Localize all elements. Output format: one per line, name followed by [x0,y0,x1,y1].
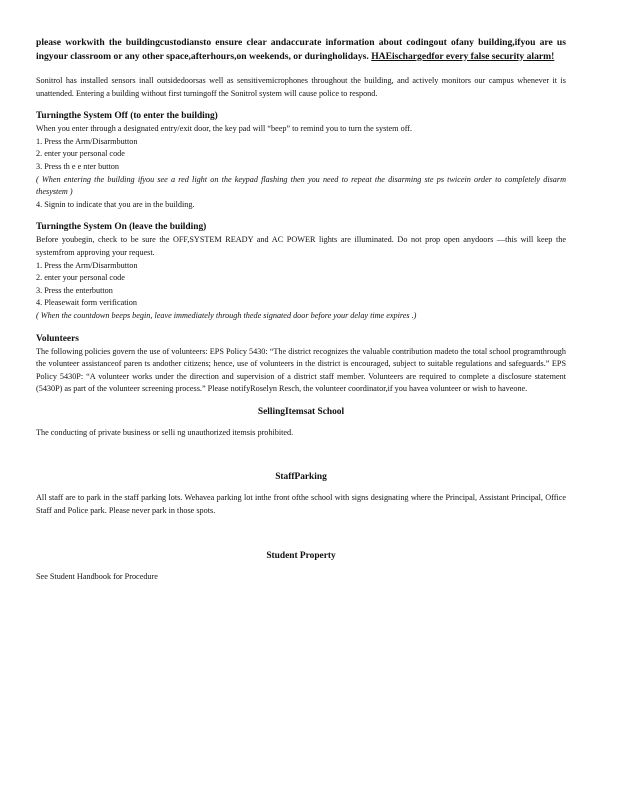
volunteers-paragraph: The following policies govern the use of volunteers: EPS Policy 5430: “The district recognizes the valuable contribution madeto the total school programthrough the volunteer assistanceof paren ts andother citizens; hence, use of volunteers in the district is encouraged, subject to suitable regulations and safeguards.” EPS Policy 5430P: “A volunteer works under the direction and supervision of a district staff member. Volunteers are required to complete a disclosure statement (5430P) as part of the volunteer screening process.” Please notifyRoselyn Resch, the volunteer coordinator,if you havea volunteer or wish to haveone. [36,346,566,394]
false-alarm-notice: HAEischargedfor every false security alarm! [371,50,555,62]
volunteers-section [36,333,566,396]
intro-text: please workwith the buildingcustodiansto ensure clear andaccurate information about codingout ofany building,ifyou are us ingyour classroom or any other space,afterhours,on weekends, or duringholidays. [36,37,566,62]
system-off-note: ( When entering the building ifyou see a red light on the keypad flashing then you need to repeat the disarming ste ps twicein order to completely disarm thesystem ) [36,174,566,197]
volunteers-heading: Volunteers [36,333,79,344]
system-off-step: 2. enter your personal code [36,149,125,159]
system-off-step: 1. Press the Arm/Disarmbutton [36,136,138,146]
selling-paragraph: The conducting of private business or selli ng unauthorized itemsis prohibited. [36,427,294,437]
property-section [36,550,566,584]
system-off-section [36,110,566,211]
parking-heading: StaffParking [275,472,327,483]
system-on-step: 1. Press the Arm/Disarmbutton [36,260,138,270]
system-on-step: 4. Pleasewait form verification [36,298,137,308]
property-paragraph: See Student Handbook for Procedure [36,571,158,581]
system-off-intro: When you enter through a designated entry/exit door, the key pad will “beep” to remind you to turn the system off. [36,124,413,134]
sonitrol-section [36,75,566,100]
selling-heading: SellingItemsat School [257,406,345,417]
system-off-heading: Turningthe System Off (to enter the building) [36,111,218,122]
parking-section [36,471,566,517]
sonitrol-paragraph: Sonitrol has installed sensors inall outsidedoorsas well as sensitivemicrophones throughout the building, and actively monitors our campus whenever it is unattended. Entering a building without first turningoff the Sonitrol system will cause police to respond. [36,76,566,98]
system-on-note: ( When the countdown beeps begin, leave immediately through thede signated door before your delay time expires .) [36,310,417,320]
property-heading: Student Property [266,550,336,561]
system-off-step: 4. Signin to indicate that you are in the building. [36,199,195,209]
system-on-step: 2. enter your personal code [36,273,125,283]
intro-paragraph [36,36,566,63]
document-page [36,36,566,593]
system-off-step: 3. Press th e e nter button [36,161,119,171]
system-on-heading: Turningthe System On (leave the building) [36,222,207,233]
system-on-intro: Before youbegin, check to be sure the OFF,SYSTEM READY and AC POWER lights are illuminated. Do not prop open anydoors —this will keep the systemfrom approving your request. [36,235,566,257]
system-on-section [36,221,566,322]
system-on-step: 3. Press the enterbutton [36,285,113,295]
parking-paragraph: All staff are to park in the staff parking lots. Wehavea parking lot inthe front ofthe school with signs designating where the Principal, Assistant Principal, Office Staff and Police park. Please never park in those spots. [36,493,566,516]
selling-section [36,406,566,440]
